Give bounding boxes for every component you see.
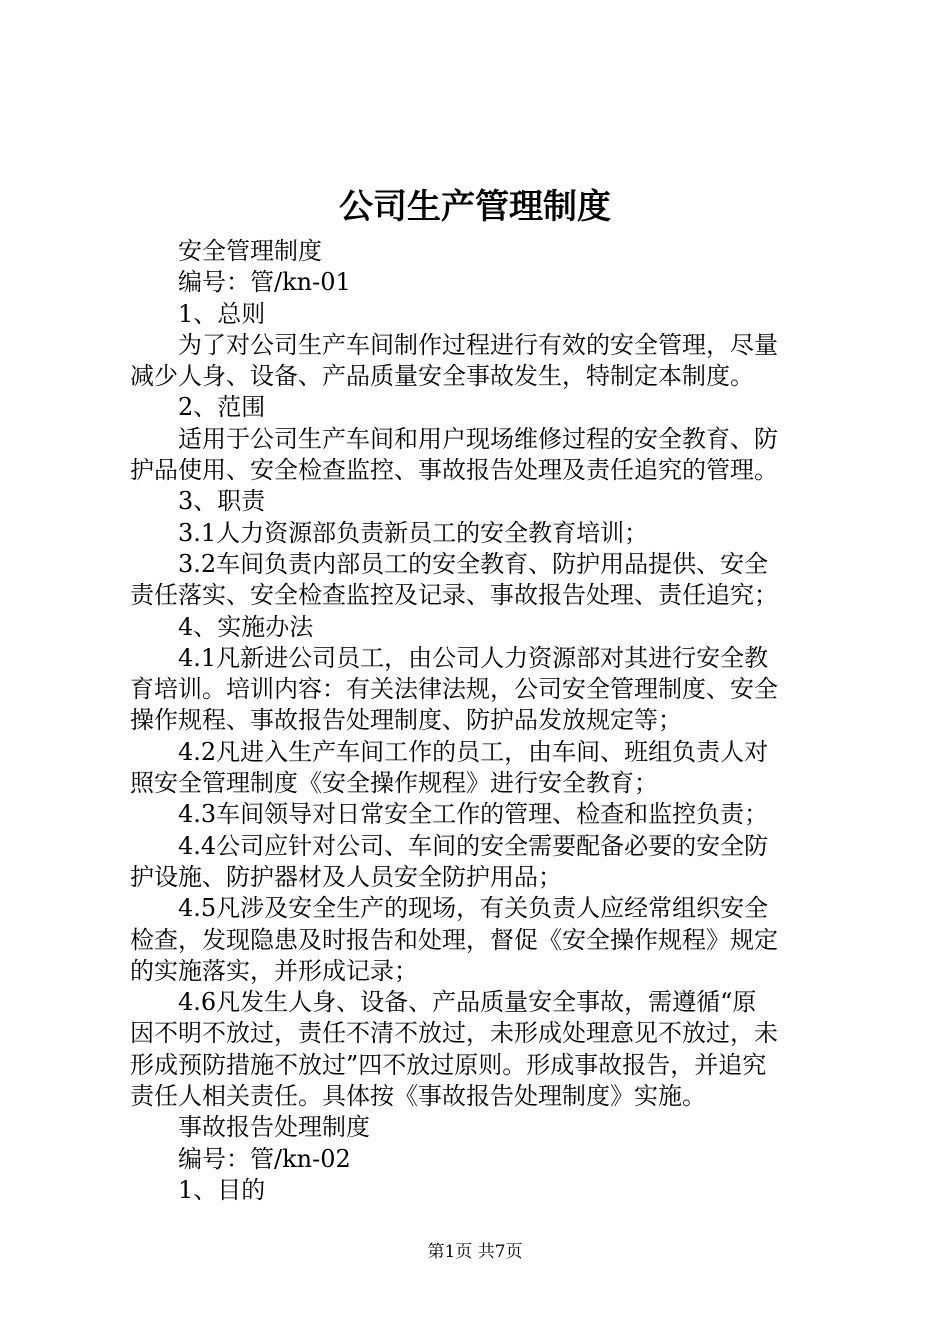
text-line: 编号：管/kn-01	[178, 268, 351, 297]
text-line: 4.2凡进入生产车间工作的员工，由车间、班组负责人对	[178, 737, 769, 766]
text-line: 适用于公司生产车间和用户现场维修过程的安全教育、防	[178, 424, 778, 453]
text-line: 2、范围	[178, 393, 266, 422]
document-title: 公司生产管理制度	[339, 187, 611, 227]
text-line: 为了对公司生产车间制作过程进行有效的安全管理，尽量	[178, 330, 778, 359]
text-line: 3.2车间负责内部员工的安全教育、防护用品提供、安全	[178, 549, 769, 578]
text-line: 的实施落实，并形成记录；	[130, 956, 418, 985]
text-line: 护设施、防护器材及人员安全防护用品；	[130, 862, 562, 891]
text-line: 检查，发现隐患及时报告和处理，督促《安全操作规程》规定	[130, 925, 778, 954]
text-line: 4.3车间领导对日常安全工作的管理、检查和监控负责；	[178, 800, 769, 829]
text-line: 编号：管/kn-02	[178, 1144, 351, 1173]
text-line: 3.1人力资源部负责新员工的安全教育培训；	[178, 518, 649, 547]
text-line: 4.5凡涉及安全生产的现场，有关负责人应经常组织安全	[178, 894, 769, 923]
text-line: 育培训。培训内容：有关法律法规，公司安全管理制度、安全	[130, 675, 778, 704]
text-line: 3、职责	[178, 487, 266, 516]
text-line: 责任落实、安全检查监控及记录、事故报告处理、责任追究；	[130, 581, 778, 610]
text-line: 1、目的	[178, 1175, 266, 1204]
page-footer: 第1页 共7页	[427, 1242, 523, 1262]
text-line: 护品使用、安全检查监控、事故报告处理及责任追究的管理。	[130, 456, 778, 485]
text-line: 4.4公司应针对公司、车间的安全需要配备必要的安全防	[178, 831, 769, 860]
text-line: 因不明不放过，责任不清不放过，未形成处理意见不放过，未	[130, 1019, 778, 1048]
text-line: 安全管理制度	[178, 237, 322, 265]
text-line: 事故报告处理制度	[178, 1113, 370, 1142]
text-line: 1、总则	[178, 299, 266, 328]
text-line: 4.6凡发生人身、设备、产品质量安全事故，需遵循“原	[178, 988, 757, 1017]
text-line: 形成预防措施不放过”四不放过原则。形成事故报告，并追究	[130, 1050, 767, 1079]
document-body	[130, 236, 830, 1206]
text-line: 照安全管理制度《安全操作规程》进行安全教育；	[130, 769, 658, 798]
text-line: 责任人相关责任。具体按《事故报告处理制度》实施。	[130, 1082, 706, 1111]
text-line: 减少人身、设备、产品质量安全事故发生，特制定本制度。	[130, 362, 754, 391]
text-line: 4、实施办法	[178, 612, 314, 641]
text-line: 操作规程、事故报告处理制度、防护品发放规定等；	[130, 706, 682, 735]
text-line: 4.1凡新进公司员工，由公司人力资源部对其进行安全教	[178, 643, 769, 672]
